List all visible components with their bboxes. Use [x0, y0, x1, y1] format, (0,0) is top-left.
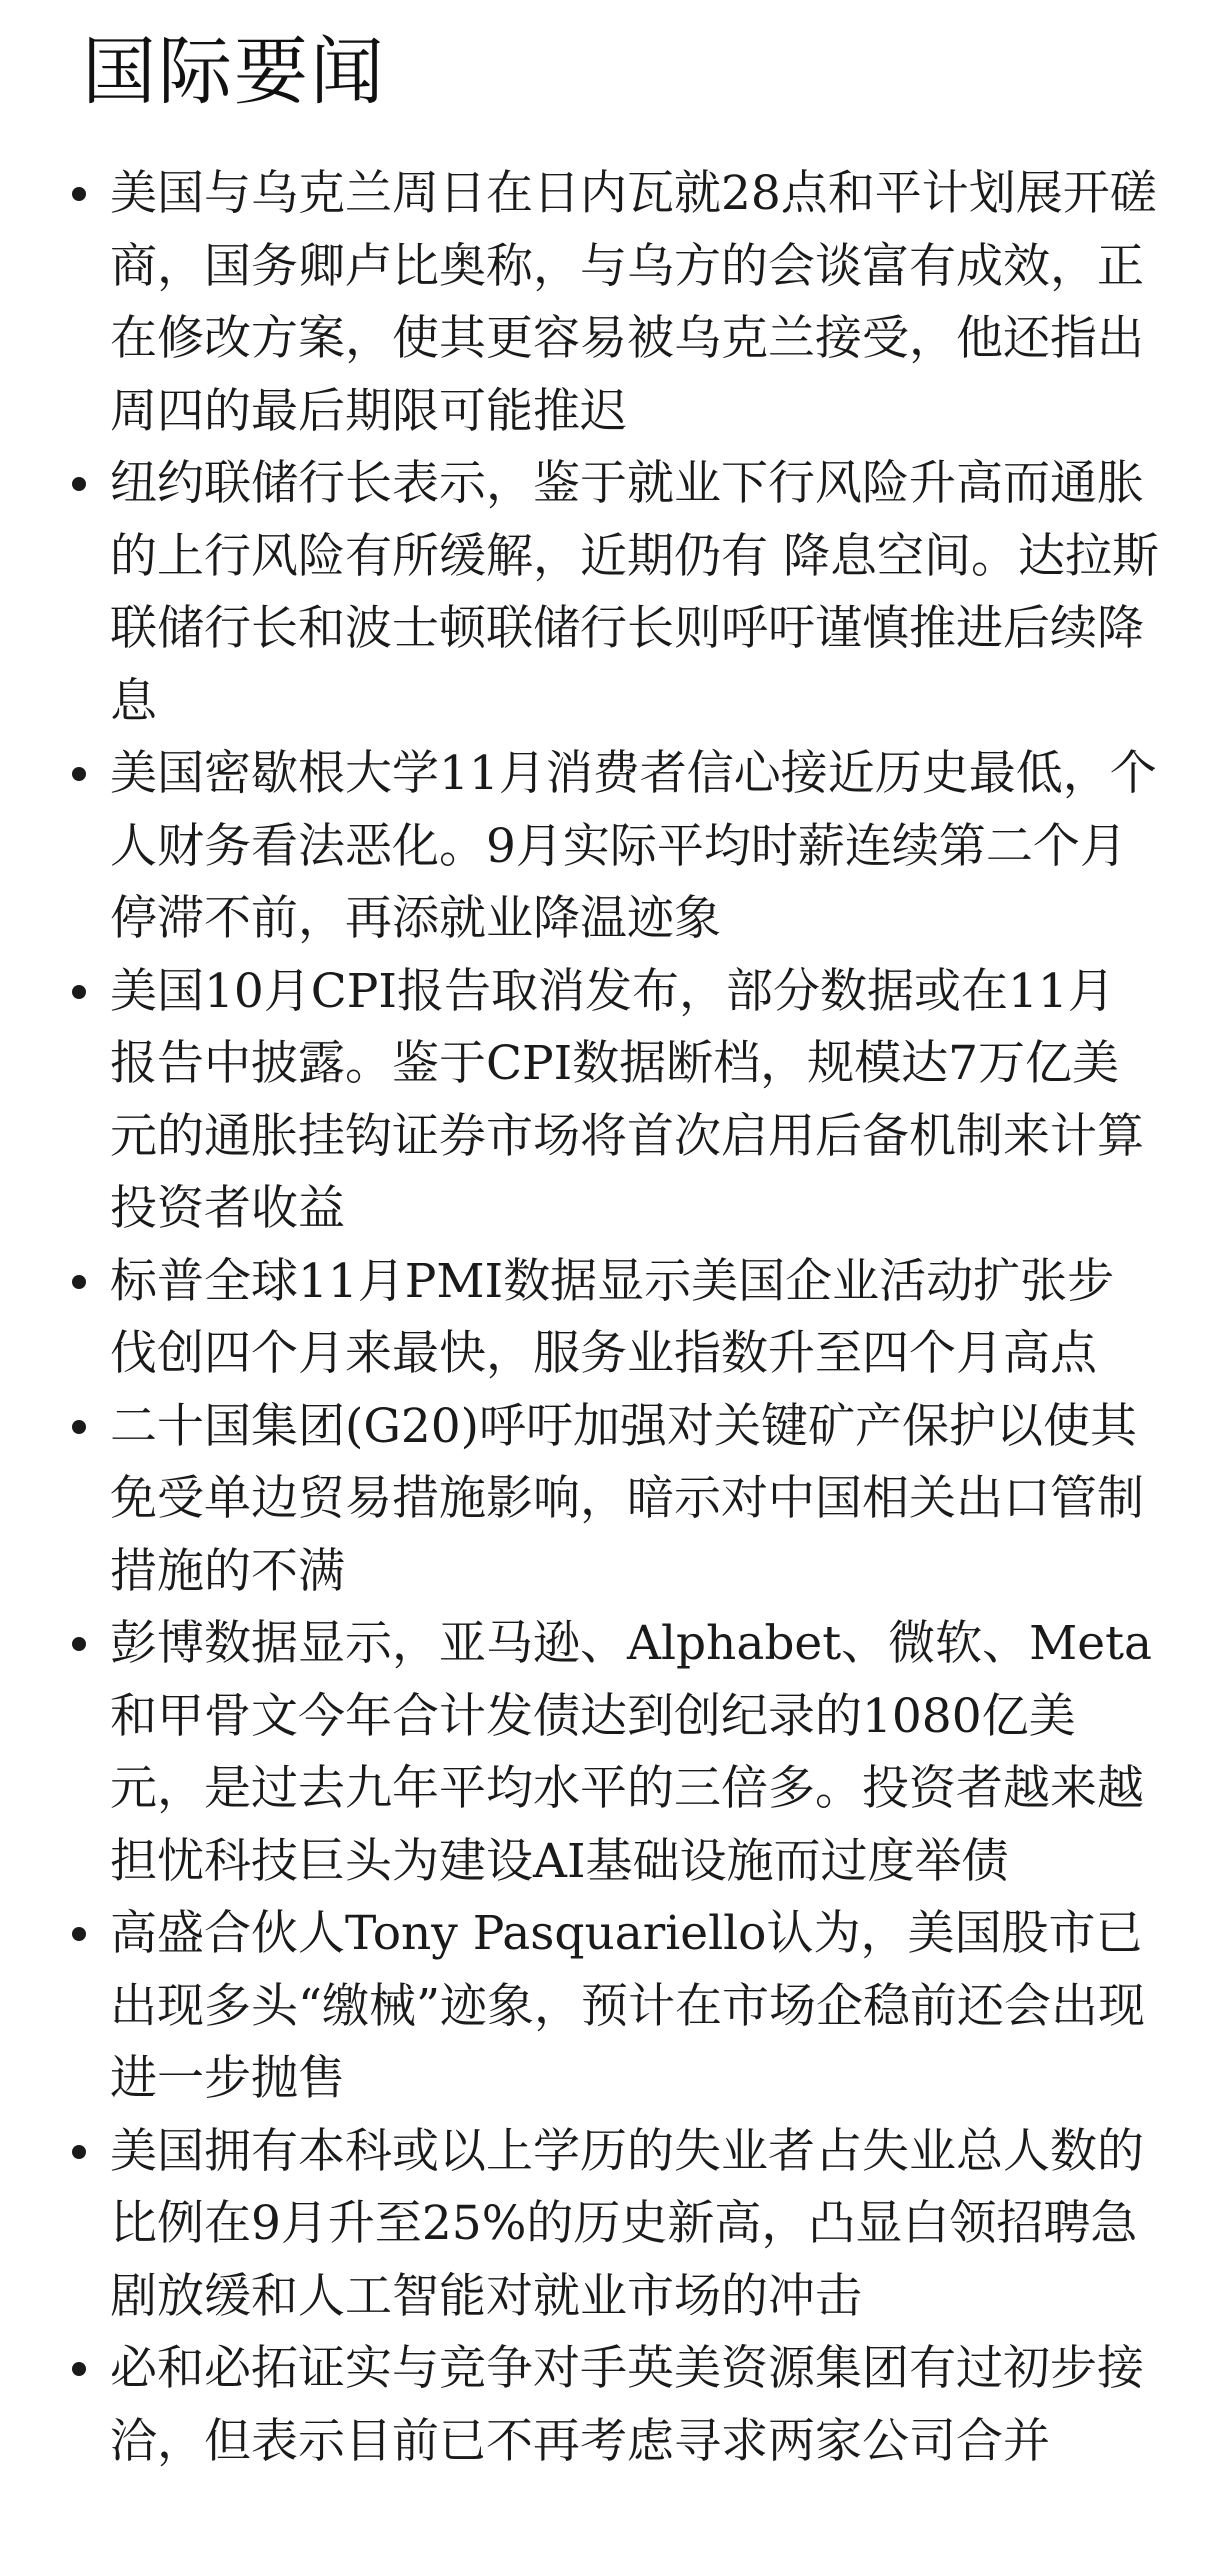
bullet-icon — [72, 477, 86, 491]
news-item-text: 彭博数据显示，亚马逊、Alphabet、微软、Meta和甲骨文今年合计发债达到创纪录的1080亿美元，是过去九年平均水平的三倍多。投资者越来越担忧科技巨头为建设AI基础设施而过度举债 — [110, 1616, 1152, 1889]
news-item — [0, 2116, 1220, 2334]
bullet-icon — [72, 187, 86, 201]
page-title: 国际要闻 — [82, 29, 386, 115]
news-item — [0, 1391, 1220, 1609]
news-item-text: 必和必拓证实与竞争对手英美资源集团有过初步接洽，但表示目前已不再考虑寻求两家公司合并 — [110, 2341, 1144, 2469]
bullet-icon — [72, 1275, 86, 1289]
news-item-text: 二十国集团(G20)呼吁加强对关键矿产保护以使其免受单边贸易措施影响，暗示对中国相关出口管制措施的不满 — [110, 1398, 1144, 1599]
news-item — [0, 1898, 1220, 2116]
bullet-icon — [72, 767, 86, 781]
bullet-icon — [72, 1637, 86, 1651]
news-item-text: 标普全球11月PMI数据显示美国企业活动扩张步伐创四个月来最快，服务业指数升至四个月高点 — [110, 1253, 1115, 1381]
news-item-text: 美国10月CPI报告取消发布，部分数据或在11月报告中披露。鉴于CPI数据断档，规模达7万亿美元的通胀挂钩证券市场将首次启用后备机制来计算投资者收益 — [110, 963, 1144, 1236]
news-item-text: 美国拥有本科或以上学历的失业者占失业总人数的比例在9月升至25%的历史新高，凸显白领招聘急剧放缓和人工智能对就业市场的冲击 — [110, 2123, 1144, 2324]
news-item — [0, 1246, 1220, 1391]
news-item — [0, 738, 1220, 956]
bullet-icon — [72, 2362, 86, 2376]
bullet-icon — [72, 2145, 86, 2159]
news-item — [0, 158, 1220, 448]
bullet-icon — [72, 1420, 86, 1434]
news-item-text: 美国密歇根大学11月消费者信心接近历史最低，个人财务看法恶化。9月实际平均时薪连续第二个月停滞不前，再添就业降温迹象 — [110, 746, 1157, 946]
news-item-text: 高盛合伙人Tony Pasquariello认为，美国股市已出现多头“缴械”迹象，预计在市场企稳前还会出现进一步抛售 — [110, 1906, 1146, 2106]
bullet-icon — [72, 1927, 86, 1941]
news-item — [0, 2333, 1220, 2478]
news-list — [0, 158, 1220, 2478]
bullet-icon — [72, 985, 86, 999]
news-item — [0, 956, 1220, 1246]
news-item-text: 纽约联储行长表示，鉴于就业下行风险升高而通胀的上行风险有所缓解，近期仍有 降息空间。达拉斯联储行长和波士顿联储行长则呼吁谨慎推进后续降息 — [110, 456, 1159, 729]
news-item-text: 美国与乌克兰周日在日内瓦就28点和平计划展开磋商，国务卿卢比奥称，与乌方的会谈富有成效，正在修改方案，使其更容易被乌克兰接受，他还指出周四的最后期限可能推迟 — [110, 166, 1157, 439]
news-item — [0, 448, 1220, 738]
news-item — [0, 1608, 1220, 1898]
